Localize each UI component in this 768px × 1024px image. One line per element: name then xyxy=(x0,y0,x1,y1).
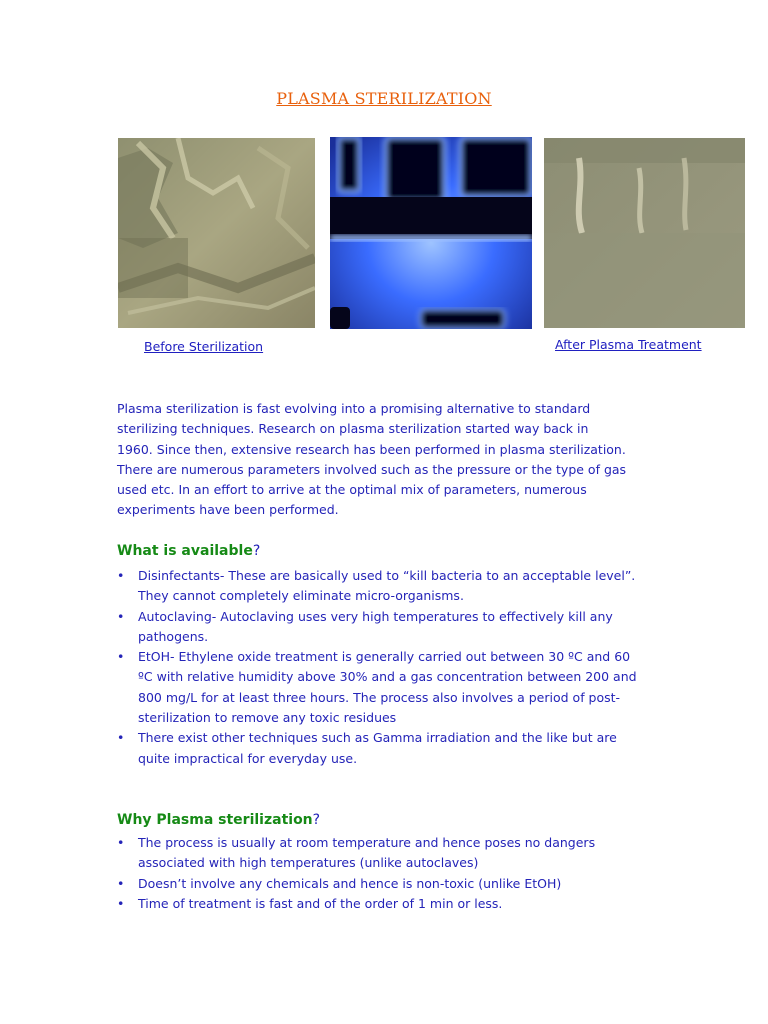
before-sterilization-image xyxy=(118,138,315,328)
list-item: • Doesn’t involve any chemicals and hence is non-toxic (unlike EtOH) xyxy=(117,874,647,894)
list-item: • Time of treatment is fast and of the order of 1 min or less. xyxy=(117,894,647,914)
intro-paragraph: Plasma sterilization is fast evolving into a promising alternative to standard sterilizing techniques. Research on plasma sterilization started way back in 1960. Since then, extensive research has been performed in plasma sterilization. There are numerous parameters involved such as the pressure or the type of gas used etc. In an effort to arrive at the optimal mix of parameters, numerous experiments have been performed. xyxy=(117,401,627,518)
why-list xyxy=(117,833,647,914)
list-item: • The process is usually at room temperature and hence poses no dangers associated with high temperatures (unlike autoclaves) xyxy=(117,833,647,874)
heading-text: What is available xyxy=(117,543,253,559)
section-heading-available xyxy=(117,543,260,559)
after-caption[interactable]: After Plasma Treatment xyxy=(555,337,702,352)
available-list xyxy=(117,566,647,769)
list-item: • Autoclaving- Autoclaving uses very high temperatures to effectively kill any pathogens. xyxy=(117,607,647,648)
before-caption[interactable]: Before Sterilization xyxy=(144,339,264,354)
plasma-glow-image xyxy=(330,137,532,329)
list-item: • EtOH- Ethylene oxide treatment is generally carried out between 30 ºC and 60 ºC with relative humidity above 30% and a gas concentration between 200 and 800 mg/L for at least three hours. The process also involves a period of post-sterilization to remove any toxic residues xyxy=(117,647,647,728)
page-title: PLASMA STERILIZATION xyxy=(276,89,492,108)
list-item: • There exist other techniques such as Gamma irradiation and the like but are quite impractical for everyday use. xyxy=(117,728,647,769)
list-item: • Disinfectants- These are basically used to “kill bacteria to an acceptable level”. They cannot completely eliminate micro-organisms. xyxy=(117,566,647,607)
heading-text: Why Plasma sterilization xyxy=(117,812,313,828)
after-treatment-image xyxy=(544,138,745,328)
heading-qmark: ? xyxy=(312,812,321,828)
section-heading-why xyxy=(117,812,320,828)
heading-qmark: ? xyxy=(252,543,261,559)
